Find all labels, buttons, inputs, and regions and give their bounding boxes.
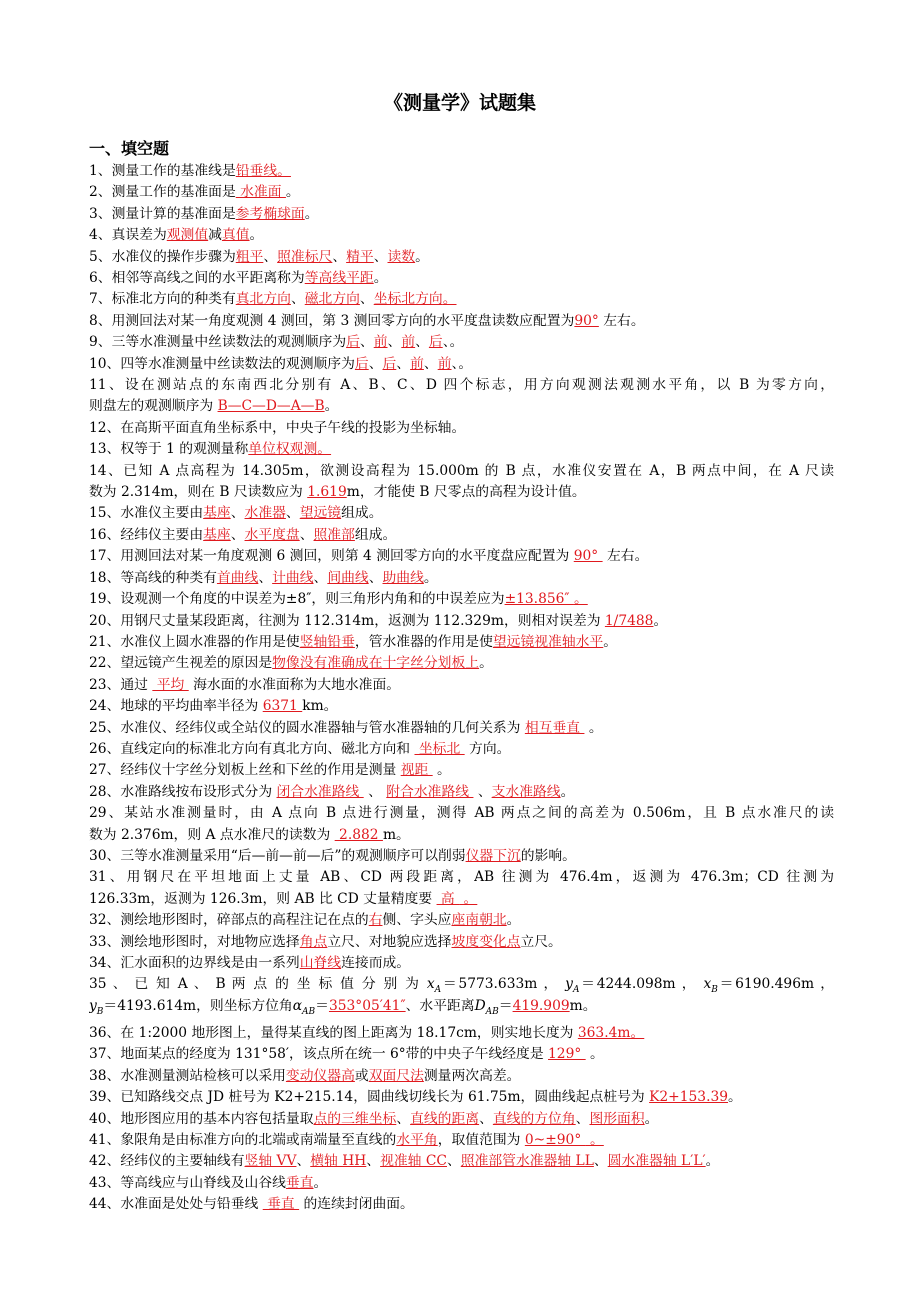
question-item — [89, 161, 834, 182]
question-text: 海水面的水准面称为大地水准面。 — [188, 676, 401, 693]
question-text: 14、已知 A 点高程为 14.305m，欲测设高程为 15.000m 的 B 点，水准仪安置在 A，B 两点中间，在 A 尺读 — [89, 462, 834, 479]
question-text: 、 — [332, 248, 347, 265]
math-subscript: AB — [302, 1006, 316, 1017]
question-item — [89, 1194, 834, 1215]
question-text: 36、在 1:2000 地形图上，量得某直线的图上距离为 18.17cm，则实地长度为 — [89, 1024, 578, 1041]
question-text: ，管水准器的作用是使 — [354, 633, 493, 650]
question-line — [89, 996, 834, 1023]
question-text: 、 — [230, 505, 245, 522]
question-text: 。 — [506, 912, 521, 929]
question-text: 、 — [575, 1110, 590, 1127]
answer-blank: 高 — [436, 890, 460, 907]
question-item — [89, 1173, 834, 1194]
math-variable: x — [426, 976, 435, 993]
question-text: 30、三等水准测量采用“后—前—前—后”的观测顺序可以削弱 — [89, 847, 466, 864]
question-text: 、 — [415, 334, 429, 351]
question-text: 2、测量工作的基准面是 — [89, 184, 236, 201]
question-item — [89, 1023, 834, 1044]
question-text: 。 — [432, 762, 451, 779]
question-text: 、 — [290, 291, 305, 308]
answer-blank: 精平 — [346, 248, 374, 265]
answer-blank: 。 — [585, 1131, 604, 1148]
question-text: 组成。 — [341, 505, 383, 522]
question-text: 31、用钢尺在平坦地面上丈量 AB、CD 两段距离，AB 往测为 476.4m，返测为 476.3m；CD 往测为 — [89, 869, 834, 886]
answer-blank: 右 — [368, 912, 383, 929]
question-text: 19、设观测一个角度的中误差为±8″，则三角形内角和的中误差应为 — [89, 591, 505, 608]
question-item — [89, 1109, 834, 1130]
question-item — [89, 611, 834, 632]
question-item — [89, 182, 834, 203]
answer-blank: 垂直 — [285, 1174, 314, 1191]
answer-blank: 助曲线 — [382, 569, 424, 586]
question-text: 13、权等于 1 的观测量称 — [89, 441, 249, 458]
question-text: 、 — [313, 569, 328, 586]
question-text: 34、汇水面积的边界线是由一系列 — [89, 954, 300, 971]
answer-blank: 视距 — [400, 762, 433, 779]
question-text: 15、水准仪主要由 — [89, 505, 204, 522]
question-text: 5、水准仪的操作步骤为 — [89, 248, 236, 265]
question-item — [89, 311, 834, 332]
question-text: 、 — [366, 1153, 381, 1170]
answer-blank: 129° — [548, 1046, 586, 1063]
question-item — [89, 653, 834, 674]
question-text: 。 — [705, 1153, 720, 1170]
question-text: 。 — [324, 398, 339, 415]
question-item — [89, 675, 834, 696]
question-line — [89, 396, 834, 417]
question-text: 。 — [249, 227, 264, 244]
question-text: 39、已知路线交点 JD 桩号为 K2+215.14，圆曲线切线长为 61.75m，圆曲线起点桩号为 — [89, 1089, 650, 1106]
answer-blank: 铅垂线 — [235, 163, 278, 179]
question-item — [89, 782, 834, 803]
answer-blank: 后 — [382, 355, 397, 372]
math-symbol — [474, 997, 499, 1017]
question-item — [89, 289, 834, 310]
question-text: 方向。 — [464, 740, 511, 757]
question-item — [89, 867, 834, 910]
question-text: 、 — [258, 569, 273, 586]
question-item — [89, 718, 834, 739]
question-item — [89, 461, 834, 504]
answer-blank: 90° — [573, 548, 603, 565]
question-text: 11、设在测站点的东南西北分别有 A、B、C、D 四个标志，用方向观测法观测水平角，以 B 为零方向， — [89, 377, 834, 394]
answer-blank: 6371 — [262, 698, 303, 715]
question-text: 6、相邻等高线之间的水平距离称为 — [89, 270, 305, 287]
answer-blank: 座南朝北 — [451, 912, 507, 929]
answer-blank: 后 — [428, 334, 443, 351]
question-text: 23、通过 — [89, 676, 153, 693]
question-text: 减 — [208, 227, 222, 244]
answer-blank: 闭合水准路线 — [276, 783, 364, 800]
answer-blank: 视准轴 CC — [380, 1153, 447, 1170]
answer-blank: 读数 — [387, 248, 416, 265]
question-item — [89, 439, 834, 460]
question-text: 、 — [446, 1153, 461, 1170]
question-text: 32、测绘地形图时，碎部点的高程注记在点的 — [89, 912, 369, 929]
question-item — [89, 632, 834, 653]
question-item — [89, 375, 834, 418]
answer-blank: 双面尺法 — [368, 1067, 424, 1084]
answer-blank: 平均 — [152, 676, 189, 693]
answer-blank: 。 — [442, 291, 457, 308]
question-item — [89, 1087, 834, 1108]
question-text: 、 — [442, 334, 450, 351]
question-text: 、 — [230, 526, 245, 543]
answer-blank: 照准部 — [313, 526, 355, 543]
answer-blank: 山脊线 — [299, 954, 342, 971]
question-item — [89, 332, 834, 353]
question-text: ，取值范围为 — [437, 1131, 525, 1148]
question-text: 。 — [479, 655, 493, 672]
answer-blank: 垂直 — [262, 1196, 300, 1213]
answer-blank: 望远镜 — [299, 505, 342, 522]
question-text: 的连续封闭曲面。 — [299, 1196, 414, 1213]
answer-blank: 计曲线 — [272, 569, 314, 586]
question-text: 4、真误差为 — [89, 227, 167, 244]
question-text: 左右。 — [598, 312, 645, 329]
answer-blank: 望远镜视准轴水平 — [492, 633, 604, 650]
answer-blank: 90° — [574, 312, 599, 329]
question-item — [89, 1151, 834, 1172]
answer-blank: 等高线平距 — [304, 270, 374, 287]
question-text: 。 — [373, 270, 388, 287]
question-text: 7、标准北方向的种类有 — [89, 291, 236, 308]
question-text: 。 — [644, 1110, 659, 1127]
question-text: 或 — [354, 1067, 369, 1084]
answer-blank: 419.909 — [512, 997, 570, 1014]
question-text: 35 、 已 知 A 、 B 两 点 的 坐 标 值 分 别 为 — [89, 976, 427, 993]
question-text: 。 — [415, 248, 429, 265]
math-symbol — [565, 976, 580, 996]
math-subscript: A — [434, 985, 442, 996]
question-text: 、 — [593, 1153, 608, 1170]
question-text: 1、测量工作的基准线是 — [89, 163, 236, 179]
question-text: 37、地面某点的经度为 131°58′，该点所在统一 6°带的中央子午线经度是 — [89, 1046, 549, 1063]
answer-blank: 直线的方位角 — [492, 1110, 576, 1127]
question-text: 126.33m，返测为 126.3m，则 AB 比 CD 丈量精度要 — [89, 890, 437, 907]
answer-blank: 点的三维坐标 — [313, 1110, 397, 1127]
math-symbol — [703, 976, 718, 996]
question-line — [89, 889, 834, 910]
answer-blank: 横轴 HH — [310, 1153, 367, 1170]
answer-blank: 参考椭球面 — [235, 205, 305, 222]
answer-blank: 首曲线 — [216, 569, 259, 586]
answer-blank: 角点 — [299, 933, 328, 950]
question-text: 18、等高线的种类有 — [89, 569, 217, 586]
question-item — [89, 204, 834, 225]
answer-blank: 水准器 — [244, 505, 286, 522]
question-text: 左右。 — [602, 548, 649, 565]
question-text: 27、经纬仪十字丝分划板上丝和下丝的作用是测量 — [89, 762, 401, 779]
math-variable: D — [474, 997, 486, 1014]
question-text: 9、三等水准测量中丝读数法的观测顺序为 — [89, 334, 347, 351]
question-text: 。 — [449, 334, 464, 351]
question-text: 38、水准测量测站检核可以采用 — [89, 1067, 286, 1084]
question-text: 3、测量计算的基准面是 — [89, 205, 236, 222]
question-line — [89, 482, 834, 503]
answer-blank: 前 — [437, 355, 452, 372]
answer-blank: 照准标尺 — [277, 248, 333, 265]
question-list — [89, 161, 834, 1216]
answer-blank: 。 — [459, 890, 478, 907]
answer-blank: 圆水准器轴 L′L′ — [607, 1153, 706, 1170]
question-text: 20、用钢尺丈量某段距离，往测为 112.314m，返测为 112.329m，则相对误差为 — [89, 612, 605, 629]
answer-blank: 竖轴铅垂 — [299, 633, 355, 650]
answer-blank: 坐标北 — [414, 740, 465, 757]
answer-blank: 。 — [630, 1024, 645, 1041]
question-text: 40、地形图应用的基本内容包括量取 — [89, 1110, 314, 1127]
question-item — [89, 503, 834, 524]
question-text: 28、水准路线按布设形式分为 — [89, 783, 277, 800]
question-text: 41、象限角是由标准方向的北端或南端量至直线的 — [89, 1131, 397, 1148]
question-text: 。 — [560, 783, 575, 800]
answer-blank: 水准面 — [235, 184, 286, 201]
answer-blank: 支水准路线 — [491, 783, 561, 800]
answer-blank: ±13.856″ — [504, 591, 574, 608]
question-text: 、 — [473, 783, 492, 800]
question-item — [89, 1066, 834, 1087]
question-text: 立尺、对地貌应选择 — [327, 933, 452, 950]
question-line — [89, 825, 834, 846]
question-text: 。 — [423, 569, 438, 586]
question-text: ＝6190.496m ， — [717, 976, 834, 993]
answer-blank: 1.619 — [307, 484, 347, 501]
question-text: 。 — [313, 1174, 328, 1191]
question-text: 。 — [585, 1046, 604, 1063]
answer-blank: 变动仪器高 — [285, 1067, 355, 1084]
question-item — [89, 247, 834, 268]
question-text: 17、用测回法对某一角度观测 6 测回，则第 4 测回零方向的水平度盘应配置为 — [89, 548, 574, 565]
question-text: m。 — [569, 997, 597, 1014]
question-item — [89, 589, 834, 610]
question-text: 、 — [296, 1153, 311, 1170]
math-symbol — [292, 997, 316, 1017]
answer-blank: 相互垂直 — [524, 719, 585, 736]
math-symbol — [426, 976, 442, 996]
question-item — [89, 1130, 834, 1151]
answer-blank: 363.4m — [577, 1024, 631, 1041]
question-item — [89, 568, 834, 589]
question-text: 组成。 — [354, 526, 397, 543]
question-text: 、 — [359, 334, 374, 351]
question-text: 。 — [304, 205, 319, 222]
question-text: 、 — [299, 526, 314, 543]
question-text: 42、经纬仪的主要轴线有 — [89, 1153, 245, 1170]
question-item — [89, 525, 834, 546]
question-text: 、 — [396, 1110, 411, 1127]
question-text: 、 — [368, 569, 383, 586]
math-subscript: AB — [485, 1006, 499, 1017]
answer-blank: 。 — [277, 163, 291, 179]
answer-blank: 单位权观测 — [248, 441, 318, 458]
document-title: 《测量学》试题集 — [383, 92, 536, 114]
question-item — [89, 974, 834, 1023]
question-text: 、 — [423, 355, 438, 372]
question-text: 测量两次高差。 — [423, 1067, 521, 1084]
answer-blank: 0~±90° — [524, 1131, 586, 1148]
question-text: 29、某站水准测量时，由 A 点向 B 点进行测量，测得 AB 两点之间的高差为 0.506m，且 B 点水准尺的读 — [89, 805, 834, 822]
question-text: 44、水准面是处处与铅垂线 — [89, 1196, 263, 1213]
question-item — [89, 846, 834, 867]
answer-blank: 前 — [401, 334, 416, 351]
question-text: 。 — [458, 355, 473, 372]
answer-blank: 2.882 — [334, 826, 383, 843]
question-line — [89, 375, 834, 396]
question-text: 12、在高斯平面直角坐标系中，中央子午线的投影为坐标轴。 — [89, 419, 466, 436]
answer-blank: 照准部管水准器轴 LL — [460, 1153, 594, 1170]
question-item — [89, 739, 834, 760]
math-variable: y — [565, 976, 573, 993]
question-text: 、 — [285, 505, 300, 522]
answer-blank: 。 — [573, 591, 588, 608]
question-text: m。 — [382, 826, 410, 843]
answer-blank: 坡度变化点 — [451, 933, 521, 950]
answer-blank: 1/7488 — [604, 612, 654, 629]
section-heading: 一、填空题 — [89, 139, 170, 158]
math-symbol — [89, 997, 104, 1017]
answer-blank: 基座 — [203, 526, 231, 543]
question-text: 、 — [359, 291, 374, 308]
answer-blank: 图形面积 — [589, 1110, 645, 1127]
answer-blank: 基座 — [203, 505, 231, 522]
question-text: 。 — [653, 612, 668, 629]
question-text: 10、四等水准测量中丝读数法的观测顺序为 — [89, 355, 355, 372]
question-item — [89, 696, 834, 717]
answer-blank: 353°05′41″ — [328, 997, 406, 1014]
answer-blank: 仪器下沉 — [465, 847, 521, 864]
question-text: 的影响。 — [520, 847, 576, 864]
question-line — [89, 461, 834, 482]
question-text: 侧、字头应 — [382, 912, 452, 929]
math-variable: α — [292, 997, 303, 1014]
answer-blank: 前 — [373, 334, 388, 351]
question-text: km。 — [302, 698, 338, 715]
answer-blank: 附合水准路线 — [386, 783, 474, 800]
question-item — [89, 910, 834, 931]
question-text: 、 — [387, 334, 402, 351]
question-text: 33、测绘地形图时，对地物应选择 — [89, 933, 300, 950]
question-text: 、 — [451, 355, 459, 372]
answer-blank: K2+153.39 — [649, 1089, 729, 1106]
question-text: 立尺。 — [520, 933, 562, 950]
question-text: ＝4193.614m，则坐标方位角 — [103, 997, 293, 1014]
question-text: 21、水准仪上圆水准器的作用是使 — [89, 633, 300, 650]
answer-blank: 间曲线 — [327, 569, 369, 586]
question-text: ＝ — [498, 997, 513, 1014]
question-text: 。 — [603, 633, 618, 650]
question-item — [89, 225, 834, 246]
question-line — [89, 867, 834, 888]
answer-blank: 物像没有准确成在十字丝分划板上 — [272, 655, 480, 672]
question-text: 。 — [285, 184, 300, 201]
question-text: 。 — [584, 719, 603, 736]
question-line — [89, 803, 834, 824]
question-text: 、 — [363, 783, 387, 800]
question-text: 、 — [368, 355, 383, 372]
question-text: ＝4244.098m ， — [579, 976, 704, 993]
question-text: 16、经纬仪主要由 — [89, 526, 204, 543]
question-text: 43、等高线应与山脊线及山谷线 — [89, 1174, 286, 1191]
answer-blank: B—C—D—A—B — [217, 398, 325, 415]
answer-blank: 直线的距离 — [410, 1110, 480, 1127]
answer-blank: 磁北方向 — [304, 291, 360, 308]
question-text: 26、直线定向的标准北方向有真北方向、磁北方向和 — [89, 740, 415, 757]
question-item — [89, 418, 834, 439]
math-variable: x — [703, 976, 712, 993]
question-text: 、 — [396, 355, 411, 372]
answer-blank: 坐标北方向 — [373, 291, 443, 308]
question-text: 、 — [263, 248, 278, 265]
math-subscript: A — [572, 985, 580, 996]
math-variable: y — [89, 997, 97, 1014]
question-item — [89, 760, 834, 781]
answer-blank: 水平度盘 — [244, 526, 300, 543]
answer-blank: 粗平 — [235, 248, 264, 265]
question-item — [89, 932, 834, 953]
question-text: 25、水准仪、经纬仪或全站仪的圆水准器轴与管水准器轴的几何关系为 — [89, 719, 525, 736]
question-item — [89, 1044, 834, 1065]
answer-blank: 水平角 — [396, 1131, 438, 1148]
question-item — [89, 546, 834, 567]
question-item — [89, 803, 834, 846]
question-text: 24、地球的平均曲率半径为 — [89, 698, 263, 715]
answer-blank: 后 — [346, 334, 360, 351]
question-item — [89, 354, 834, 375]
question-item — [89, 268, 834, 289]
question-line — [89, 974, 834, 995]
question-text: 数为 2.314m，则在 B 尺读数应为 — [89, 484, 308, 501]
math-subscript: B — [96, 1006, 104, 1017]
question-text: 连接而成。 — [341, 954, 411, 971]
math-subscript: B — [711, 985, 718, 996]
question-text: ＝5773.633m ， — [441, 976, 566, 993]
answer-blank: 竖轴 VV — [244, 1153, 297, 1170]
question-text: 、 — [479, 1110, 493, 1127]
answer-blank: 真北方向 — [235, 291, 291, 308]
question-item — [89, 953, 834, 974]
question-text: m，才能使 B 尺零点的高程为设计值。 — [346, 484, 586, 501]
question-text: 则盘左的观测顺序为 — [89, 398, 218, 415]
question-text: 、水平距离 — [405, 997, 475, 1014]
answer-blank: 后 — [354, 355, 369, 372]
question-text: 8、用测回法对某一角度观测 4 测回，第 3 测回零方向的水平度盘读数应配置为 — [89, 312, 575, 329]
answer-blank: 真值 — [221, 227, 250, 244]
question-text: ＝ — [315, 997, 329, 1014]
answer-blank: 观测值 — [166, 227, 209, 244]
question-text: 、 — [373, 248, 388, 265]
question-text: 。 — [728, 1089, 742, 1106]
question-text: 数为 2.376m，则 A 点水准尺的读数为 — [89, 826, 335, 843]
question-text: 22、望远镜产生视差的原因是 — [89, 655, 273, 672]
answer-blank: 。 — [317, 441, 332, 458]
answer-blank: 前 — [410, 355, 424, 372]
